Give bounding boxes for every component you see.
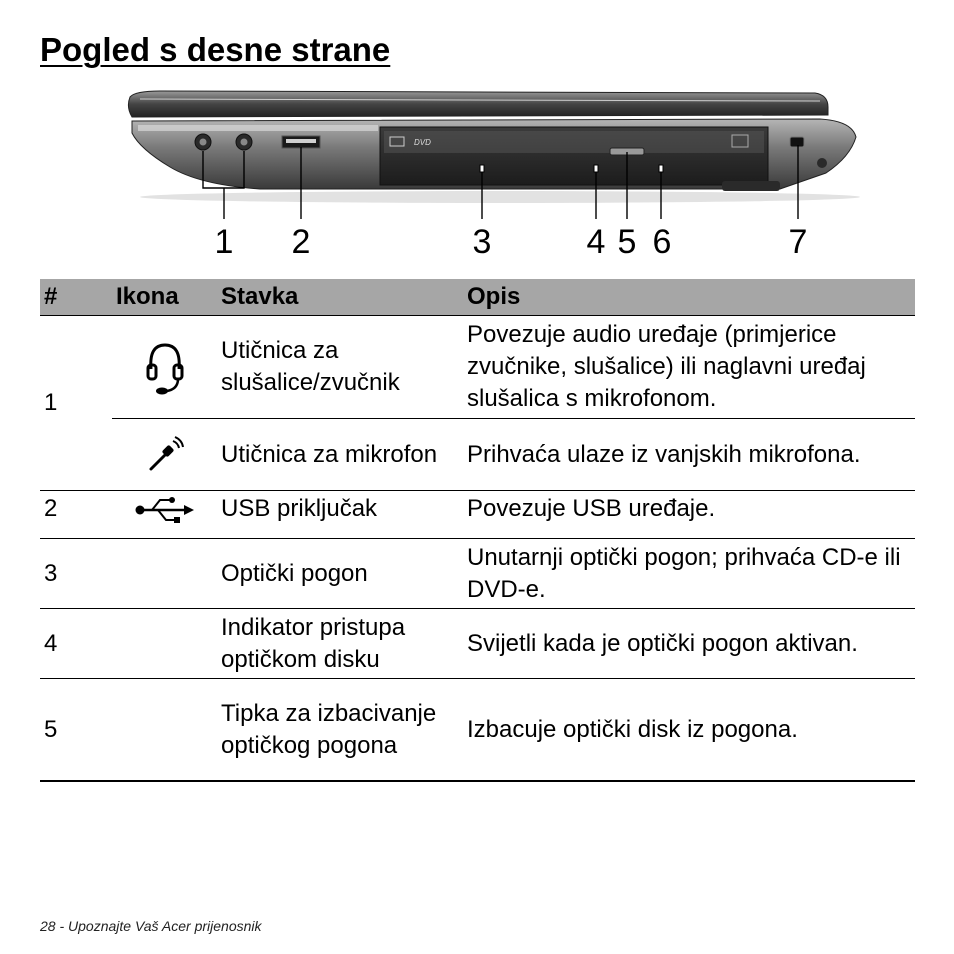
page-title: Pogled s desne strane <box>40 31 391 68</box>
row-number: 5 <box>40 679 112 782</box>
page-footer: 28 - Upoznajte Vaš Acer prijenosnik <box>40 918 262 934</box>
callout-2: 2 <box>291 223 311 261</box>
header-item: Stavka <box>217 279 463 316</box>
row-desc: Prihvaća ulaze iz vanjskih mikrofona. <box>463 419 915 491</box>
row-desc: Povezuje audio uređaje (primjerice zvučnike, slušalice) ili naglavni uređaj slušalica s mikrofonom. <box>467 321 866 412</box>
table-header-row <box>40 279 915 316</box>
table-row <box>40 539 915 609</box>
table-row <box>40 491 915 539</box>
row-number: 1 <box>44 389 58 416</box>
table-row <box>40 679 915 782</box>
callout-5: 5 <box>617 223 637 261</box>
callout-7: 7 <box>788 223 808 261</box>
callout-3: 3 <box>472 223 492 261</box>
row-item: Optički pogon <box>217 539 463 609</box>
row-desc: Povezuje USB uređaje. <box>463 491 915 539</box>
row-item: USB priključak <box>217 491 463 539</box>
row-item: Tipka za izbacivanje optičkog pogona <box>217 679 463 782</box>
header-icon: Ikona <box>112 279 217 316</box>
table-row <box>40 419 915 491</box>
callout-6: 6 <box>652 223 672 261</box>
dvd-logo: DVD <box>414 138 431 147</box>
row-number: 2 <box>40 491 112 539</box>
header-num: # <box>40 279 112 316</box>
header-desc: Opis <box>463 279 915 316</box>
callout-1: 1 <box>214 223 234 261</box>
row-icon-empty <box>112 539 217 609</box>
row-number: 3 <box>40 539 112 609</box>
row-item: Utičnica za slušalice/zvučnik <box>221 337 400 396</box>
microphone-icon <box>112 419 217 491</box>
row-desc: Svijetli kada je optički pogon aktivan. <box>463 609 915 679</box>
ports-table <box>40 279 915 782</box>
table-row <box>40 609 915 679</box>
row-icon-empty <box>112 609 217 679</box>
callout-4: 4 <box>586 223 606 261</box>
row-item: Indikator pristupa optičkom disku <box>217 609 463 679</box>
headset-icon <box>112 316 217 419</box>
row-number: 4 <box>40 609 112 679</box>
row-desc: Unutarnji optički pogon; prihvaća CD-e ili DVD-e. <box>463 539 915 609</box>
row-desc: Izbacuje optički disk iz pogona. <box>463 679 915 782</box>
row-item: Utičnica za mikrofon <box>217 419 463 491</box>
table-row <box>40 316 915 419</box>
row-icon-empty <box>112 679 217 782</box>
usb-icon <box>112 491 217 539</box>
